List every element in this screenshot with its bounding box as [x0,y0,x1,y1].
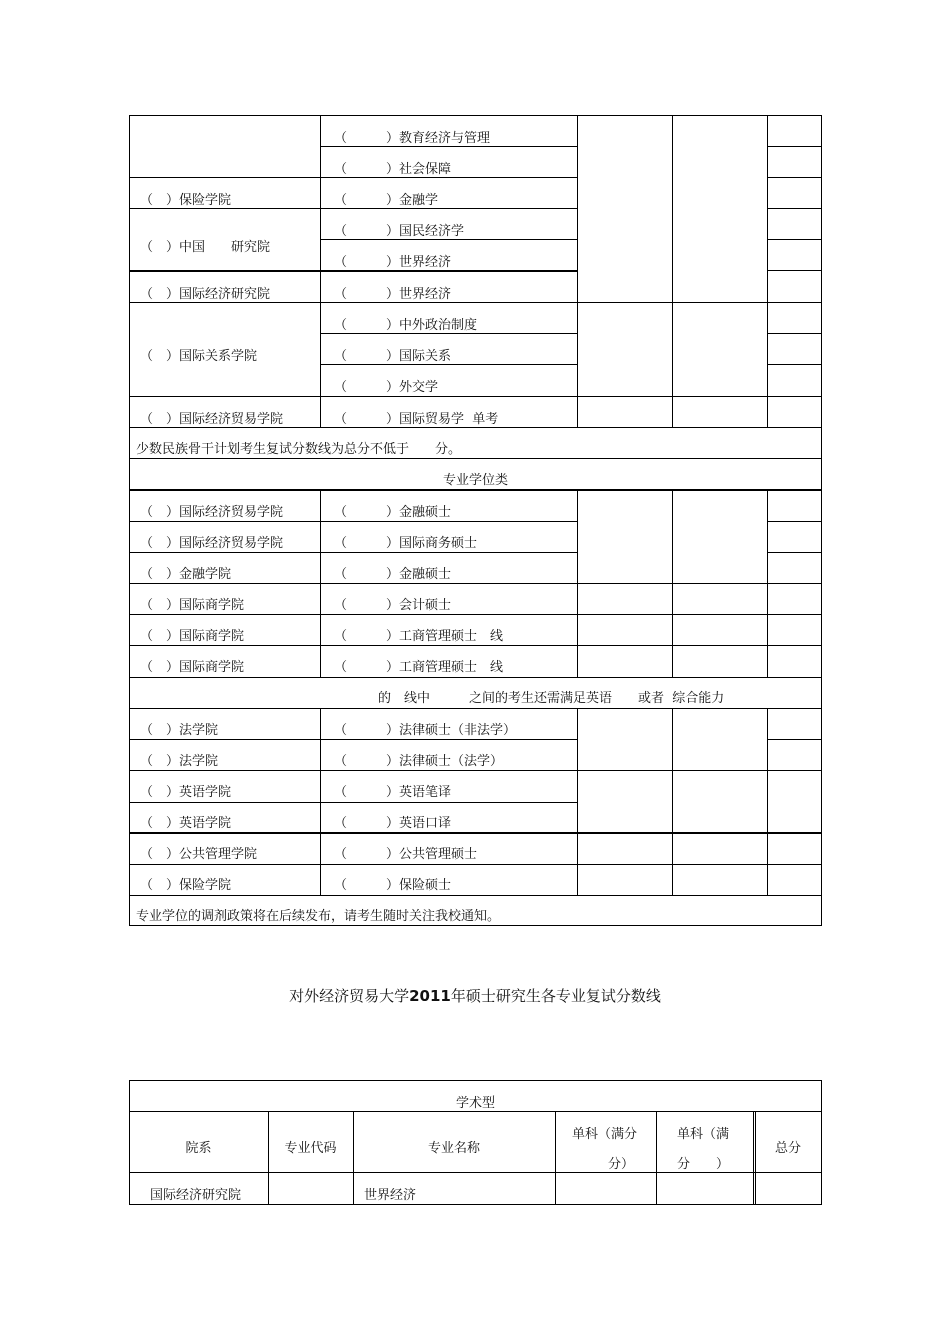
college-cell: （ ）国际商学院 [140,660,245,675]
major-cell: （ ）世界经济 [334,255,452,270]
major-cell: （ ）法律硕士（法学） [334,754,504,769]
column-header-total: 总分 [774,1141,801,1156]
major-cell: （ ）金融硕士 [334,505,452,520]
major-cell: （ ）外交学 [334,380,439,395]
major-cell: （ ）国际商务硕士 [334,536,478,551]
column-header-single-subject-2-unit: 分 ） [677,1157,730,1172]
college-cell: （ ）国际经济贸易学院 [140,536,284,551]
college-cell: （ ）保险学院 [140,193,232,208]
college-cell: （ ）英语学院 [140,816,232,831]
college-cell: （ ）国际关系学院 [140,349,258,364]
major-cell: （ ）会计硕士 [334,598,452,613]
college-cell: （ ）国际商学院 [140,629,245,644]
professional-section-header: 专业学位类 [442,473,508,488]
document-title: 对外经济贸易大学2011年硕士研究生各专业复试分数线 [289,987,661,1005]
category-header: 学术型 [455,1096,495,1111]
college-cell: （ ）保险学院 [140,878,232,893]
college-cell: （ ）公共管理学院 [140,847,258,862]
college-cell: （ ）国际经济贸易学院 [140,505,284,520]
major-cell: （ ）英语口译 [334,816,452,831]
column-header-single-subject-1: 单科（满分 [572,1127,638,1142]
major-cell: （ ）世界经济 [334,287,452,302]
college-cell: （ ）国际经济贸易学院 [140,412,284,427]
major-cell: （ ）教育经济与管理 [334,131,491,146]
major-cell: （ ）金融硕士 [334,567,452,582]
college-cell: （ ）英语学院 [140,785,232,800]
major-cell: （ ）公共管理硕士 [334,847,478,862]
major-cell: （ ）保险硕士 [334,878,452,893]
adjustment-policy-note: 专业学位的调剂政策将在后续发布，请考生随时关注我校通知。 [136,909,501,924]
major-cell: （ ）国际关系 [334,349,452,364]
college-cell: （ ）国际商学院 [140,598,245,613]
major-cell: （ ）金融学 [334,193,439,208]
college-cell: （ ）金融学院 [140,567,232,582]
college-cell: （ ）国际经济研究院 [140,287,271,302]
major-cell: （ ）社会保障 [334,162,452,177]
major-cell: （ ）工商管理硕士 线 [334,629,504,644]
college-cell: （ ）中国 研究院 [140,240,271,255]
major-cell: （ ）工商管理硕士 线 [334,660,504,675]
college-cell: （ ）法学院 [140,754,219,769]
major-cell: （ ）英语笔译 [334,785,452,800]
college-cell: 国际经济研究院 [150,1188,242,1203]
column-header-single-subject-1-unit: 分） [608,1157,635,1172]
column-header-single-subject-2: 单科（满 [677,1127,730,1142]
college-cell: （ ）法学院 [140,723,219,738]
major-cell: （ ）国民经济学 [334,224,465,239]
column-header-college: 院系 [185,1141,212,1156]
column-header-major-name: 专业名称 [427,1141,480,1156]
major-cell: （ ）中外政治制度 [334,318,478,333]
major-cell: （ ）国际贸易学 单考 [334,412,499,427]
minority-note: 少数民族骨干计划考生复试分数线为总分不低于 分。 [136,442,462,457]
english-requirement-note: 的 线中 之间的考生还需满足英语 或者 综合能力 [378,691,725,706]
column-header-code: 专业代码 [284,1141,337,1156]
major-name-cell: 世界经济 [364,1188,417,1203]
major-cell: （ ）法律硕士（非法学） [334,723,517,738]
